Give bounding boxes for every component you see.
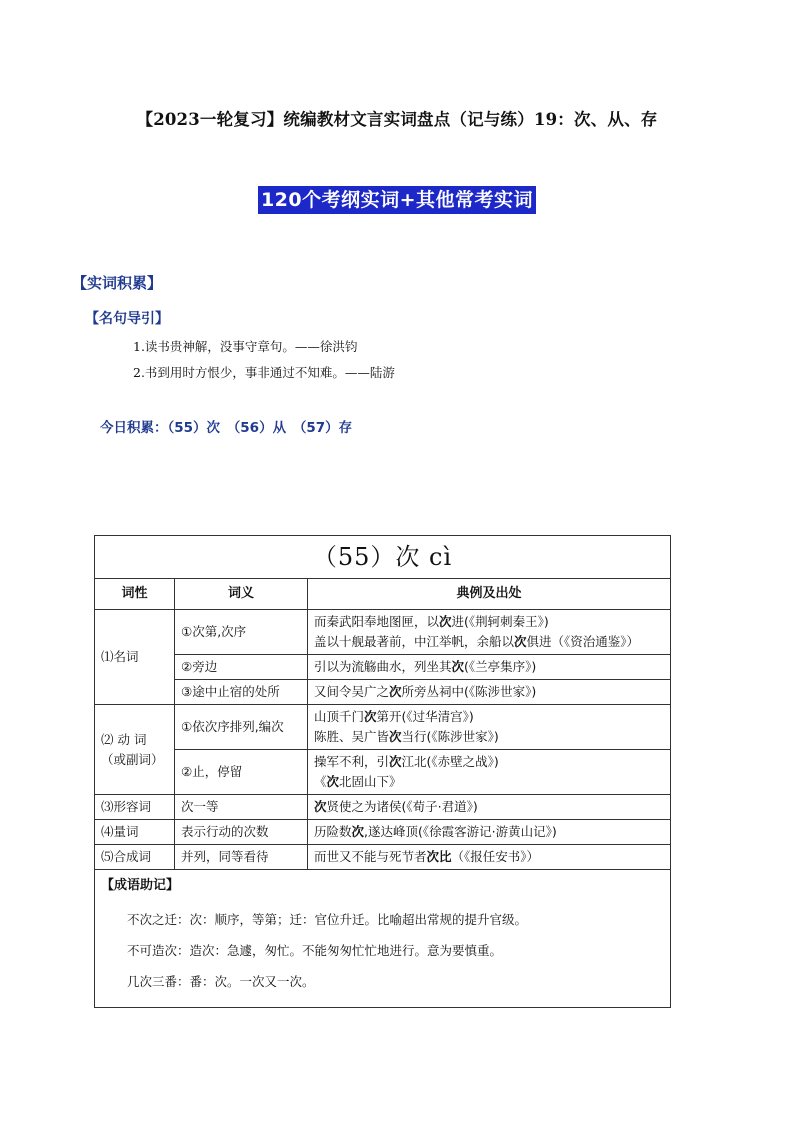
table-row (95, 750, 671, 795)
table-row (95, 655, 671, 680)
meaning-cell: 并列，同等看待 (175, 845, 308, 870)
quotes-list (133, 334, 395, 386)
example-cell: 又间令吴广之次所旁丛祠中(《陈涉世家》) (308, 680, 671, 705)
example-line: 山顶千门次第开(《过华清宫》) (314, 709, 474, 724)
example-cell: 历险数次,遂达峰顶(《徐霞客游记·游黄山记》) (308, 820, 671, 845)
example-cell: 引以为流觞曲水，列坐其次(《兰亭集序》) (308, 655, 671, 680)
quote-item: 2.书到用时方恨少，事非通过不知难。——陆游 (133, 365, 395, 380)
keyword: 次 (364, 709, 377, 724)
pos-cell: ⑴名词 (95, 610, 175, 705)
table-row (95, 795, 671, 820)
keyword: 次 (314, 799, 327, 814)
example-cell (308, 705, 671, 750)
idiom-item: 几次三番：番：次。一次又一次。 (127, 974, 315, 989)
example-cell (308, 610, 671, 655)
table-heading: （55）次 cì (95, 536, 671, 579)
today-summary: 今日积累：（55）次 （56）从 （57）存 (100, 420, 353, 436)
keyword: 次 (389, 754, 402, 769)
keyword: 次 (351, 824, 365, 839)
example-cell: 次贤使之为诸侯(《荀子·君道》) (308, 795, 671, 820)
meaning-cell: ①次第,次序 (175, 610, 308, 655)
idiom-row (95, 870, 671, 1008)
example-line: 陈胜、吴广皆次当行(《陈涉世家》) (314, 729, 499, 744)
banner-container (0, 186, 794, 214)
table-row (95, 610, 671, 655)
col-header-examples: 典例及出处 (308, 579, 671, 610)
col-header-pos: 词性 (95, 579, 175, 610)
meaning-cell: 次一等 (175, 795, 308, 820)
pos-cell: ⑸合成词 (95, 845, 175, 870)
example-line: 《次北固山下》 (314, 774, 402, 789)
table-header-row (95, 579, 671, 610)
idiom-item: 不可造次：造次：急遽，匆忙。不能匆匆忙忙地进行。意为要慎重。 (127, 943, 503, 958)
vocab-table (94, 535, 671, 1008)
table-row (95, 845, 671, 870)
keyword: 次 (514, 634, 527, 649)
meaning-cell: ②旁边 (175, 655, 308, 680)
pos-cell: ⑷量词 (95, 820, 175, 845)
keyword: 次 (389, 684, 402, 699)
example-line: 操军不利，引次江北(《赤壁之战》) (314, 754, 499, 769)
page-title: 【2023一轮复习】统编教材文言实词盘点（记与练）19：次、从、存 (136, 110, 658, 129)
meaning-cell: ②止，停留 (175, 750, 308, 795)
example-line: 而秦武阳奉地图匣，以次进(《荆轲刺秦王》) (314, 614, 549, 629)
meaning-cell: ③途中止宿的处所 (175, 680, 308, 705)
keyword: 次 (451, 659, 465, 674)
table-row (95, 705, 671, 750)
table-row (95, 680, 671, 705)
pos-cell: ⑵ 动 词（或副词） (95, 705, 175, 795)
highlight-banner: 120个考纲实词+其他常考实词 (258, 186, 536, 214)
col-header-meaning: 词义 (175, 579, 308, 610)
example-line: 盖以十舰最著前，中江举帆，余船以次俱进（《资治通鉴》） (314, 634, 640, 649)
meaning-cell: 表示行动的次数 (175, 820, 308, 845)
keyword: 次 (389, 729, 402, 744)
quote-item: 1.读书贵神解，没事守章句。——徐洪钧 (133, 339, 358, 354)
idiom-title: 【成语助记】 (101, 878, 180, 893)
idiom-box (95, 870, 671, 1008)
keyword: 次比 (426, 849, 452, 864)
keyword: 次 (439, 614, 452, 629)
meaning-cell: ①依次序排列,编次 (175, 705, 308, 750)
quotes-title: 【名句导引】 (85, 311, 169, 327)
idiom-item: 不次之迁：次：顺序，等第；迁：官位升迁。比喻超出常规的提升官级。 (127, 912, 528, 927)
keyword: 次 (326, 774, 340, 789)
table-row (95, 820, 671, 845)
section-title: 【实词积累】 (72, 274, 163, 292)
example-cell: 而世又不能与死节者次比（《报任安书》） (308, 845, 671, 870)
pos-cell: ⑶形容词 (95, 795, 175, 820)
example-cell (308, 750, 671, 795)
